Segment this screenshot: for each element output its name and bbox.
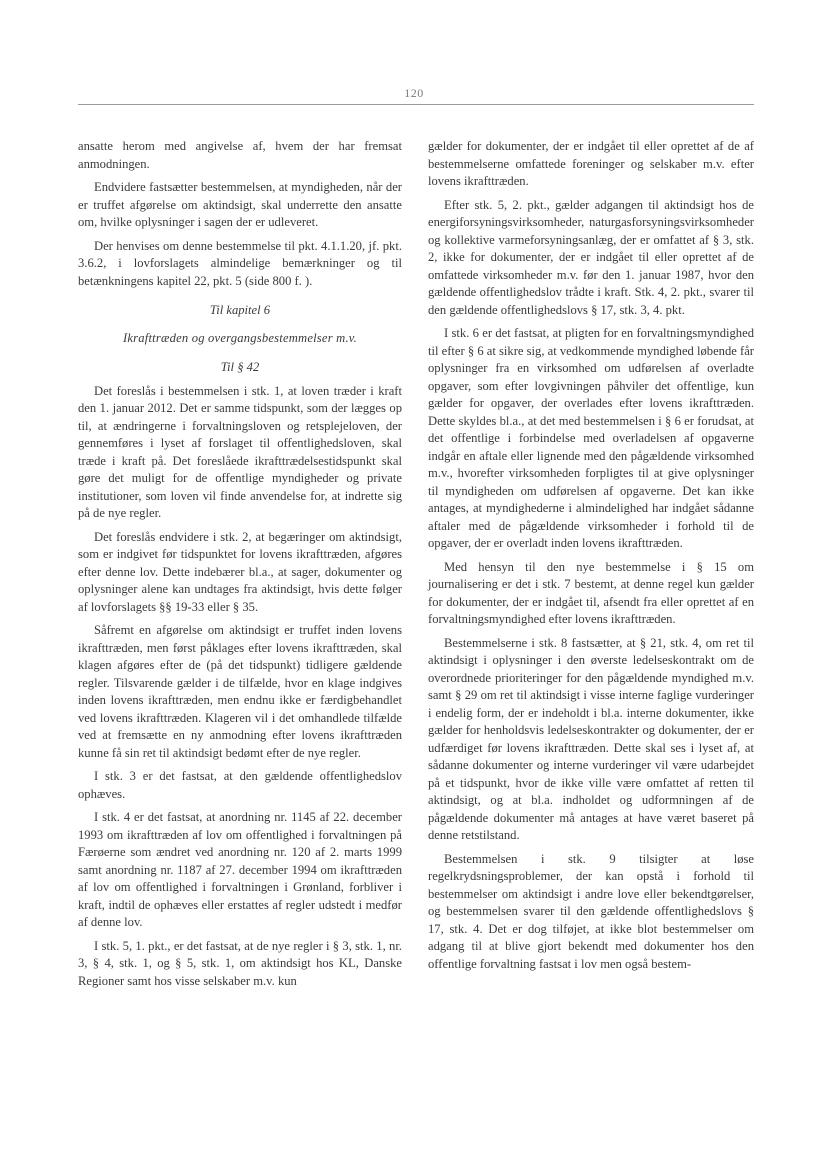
paragraph: Såfremt en afgørelse om aktindsigt er truffet inden lovens ikrafttræden, men først påklages efter lovens ikrafttræden, skal klagen afgøres efter de (på det tidspunkt) tidligere gældende regler. Tilsvarende gælder i de tilfælde, hvor en klage indgives inden lovens ikrafttræden, men endnu ikke er færdigbehandlet ved lovens ikrafttræden. Klageren vil i det omhandlede tilfælde ved at fremsætte en ny anmodning efter lovens ikrafttræden kunne få sin ret til aktindsigt bedømt efter de nye regler. <box>78 623 402 760</box>
paragraph: I stk. 6 er det fastsat, at pligten for en forvaltningsmyndighed til efter § 6 at sikre sig, at vedkommende myndighed løbende får oplysninger fra en virksomhed om udførelsen af overladte opgaver, som efter lovgivningen påhviler det offentlige, kun gælder for opgaver, der overlades efter lovens ikrafttræden. Dette skyldes bl.a., at det med bestemmelsen i § 6 er forudsat, at det offentlige i forbindelse med overladelsen af opgaverne indgår en aftale eller lignende med den pågældende virksomhed m.v., hvorefter virksomheden forpligtes til at give oplysninger til myndigheden om udførelsen af opgaverne. Det kan ikke antages, at myndighederne i almindelighed har indgået sådanne aftaler med de pågældende virksomheder i forhold til de opgaver, der er overladt inden lovens ikrafttræden. <box>428 326 754 550</box>
paragraph: I stk. 4 er det fastsat, at anordning nr. 1145 af 22. december 1993 om ikrafttræden af lov om offentlighed i forvaltningen på Færøerne som ændret ved anordning nr. 120 af 2. marts 1999 samt anordning nr. 1187 af 27. december 1994 om ikrafttræden af lov om offentlighed i forvaltningen i Grønland, forbliver i kraft, indtil de ophæves eller erstattes af regler udstedt i medfør af denne lov. <box>78 810 402 929</box>
paragraph: Bestemmelsen i stk. 9 tilsigter at løse regelkrydsningsproblemer, der kan opstå i forhold til bestemmelser om aktindsigt i andre love eller bekendtgørelser, og bestemmelsen svarer til den gældende offentlighedslovs § 17, stk. 4. Det er dog tilføjet, at ikke blot bestemmelser om adgang til at blive gjort bekendt med dokumenter hos den offentlige forvaltning fastsat i lov men også bestem- <box>428 851 754 971</box>
left-column <box>78 138 402 996</box>
paragraph: Med hensyn til den nye bestemmelse i § 15 om journalisering er det i stk. 7 bestemt, at denne regel kun gælder for dokumenter, der er indgået til, afsendt fra eller oprettet af en forvaltningsmyndighed efter lovens ikrafttræden. <box>428 559 754 626</box>
paragraph: Det foreslås i bestemmelsen i stk. 1, at loven træder i kraft den 1. januar 2012. Det er samme tidspunkt, som der lægges op til, at ændringerne i forvaltningsloven og retsplejeloven, der gennemføres i lyset af forslaget til offentlighedsloven, skal træde i kraft på. Det foreslåede ikrafttrædelsestidspunkt skal gøre det muligt for de offentlige myndigheder og private institutioner, som loven vil finde anvendelse for, at indrette sig på de nye regler. <box>78 383 402 520</box>
subheading: Ikrafttræden og overgangsbestemmelser m.v. <box>123 330 357 345</box>
paragraph: Endvidere fastsætter bestemmelsen, at myndigheden, når der er truffet afgørelse om aktindsigt, skal underrette den ansatte om, hvilke oplysninger i sagen der er udleveret. <box>78 180 402 229</box>
section: Til § 42 <box>220 360 260 374</box>
paragraph: Det foreslås endvidere i stk. 2, at begæringer om aktindsigt, som er indgivet før tidspunktet for lovens ikrafttræden, afgøres efter denne lov. Dette indebærer bl.a., at sager, dokumenter og oplysninger alene kan undtages fra aktindsigt, hvis dette følger af lovforslagets §§ 19-33 eller § 35. <box>78 529 402 614</box>
heading: Til kapitel 6 <box>209 303 271 317</box>
paragraph: I stk. 5, 1. pkt., er det fastsat, at de nye regler i § 3, stk. 1, nr. 3, § 4, stk. 1, og § 5, stk. 1, om aktindsigt hos KL, Danske Regioner samt hos visse selskaber m.v. kun <box>78 938 402 988</box>
paragraph: ansatte herom med angivelse af, hvem der har fremsat anmodningen. <box>78 139 402 171</box>
paragraph: Der henvises om denne bestemmelse til pkt. 4.1.1.20, jf. pkt. 3.6.2, i lovforslagets almindelige bemærkninger og til betænkningens kapitel 22, pkt. 5 (side 800 f. ). <box>78 238 402 288</box>
page-number: 120 <box>404 86 424 100</box>
right-column <box>428 138 754 979</box>
paragraph: Bestemmelserne i stk. 8 fastsætter, at § 21, stk. 4, om ret til aktindsigt i oplysninger i den øverste ledelseskontrakt om de overordnede prioriteringer for den pågældende myndighed m.v. samt § 29 om ret til aktindsigt i visse interne faglige vurderinger i endelig form, der er indeholdt i bl.a. interne dokumenter, ikke gælder for henholdsvis ledelseskontrakter og dokumenter, der er udfærdiget før lovens ikrafttræden. Dette skal ses i lyset af, at sådanne dokumenter og interne vurderinger vil være udarbejdet på et tidspunkt, hvor de ikke ville være omfattet af retten til aktindsigt, og at bl.a. indholdet og udformningen af de pågældende dokumenter må antages at have været baseret på denne retstilstand. <box>428 635 754 842</box>
paragraph: I stk. 3 er det fastsat, at den gældende offentlighedslov ophæves. <box>78 769 402 801</box>
paragraph: Efter stk. 5, 2. pkt., gælder adgangen til aktindsigt hos de energiforsyningsvirksomheder, naturgasforsyningsvirksomheder og kollektive varmeforsyningsanlæg, der er omfattet af § 3, stk. 2, ikke for dokumenter, der er indgået til eller oprettet af de omfattede virksomheder m.v. før den 1. januar 1987, hvor den gældende offentlighedslov trådte i kraft. Stk. 4, 2. pkt., svarer til den gældende offentlighedslovs § 17, stk. 3, 4. pkt. <box>428 197 754 317</box>
header-rule <box>78 104 754 105</box>
paragraph: gælder for dokumenter, der er indgået til eller oprettet af de af bestemmelserne omfattede foreninger og selskaber m.v. efter lovens ikrafttræden. <box>428 139 754 188</box>
